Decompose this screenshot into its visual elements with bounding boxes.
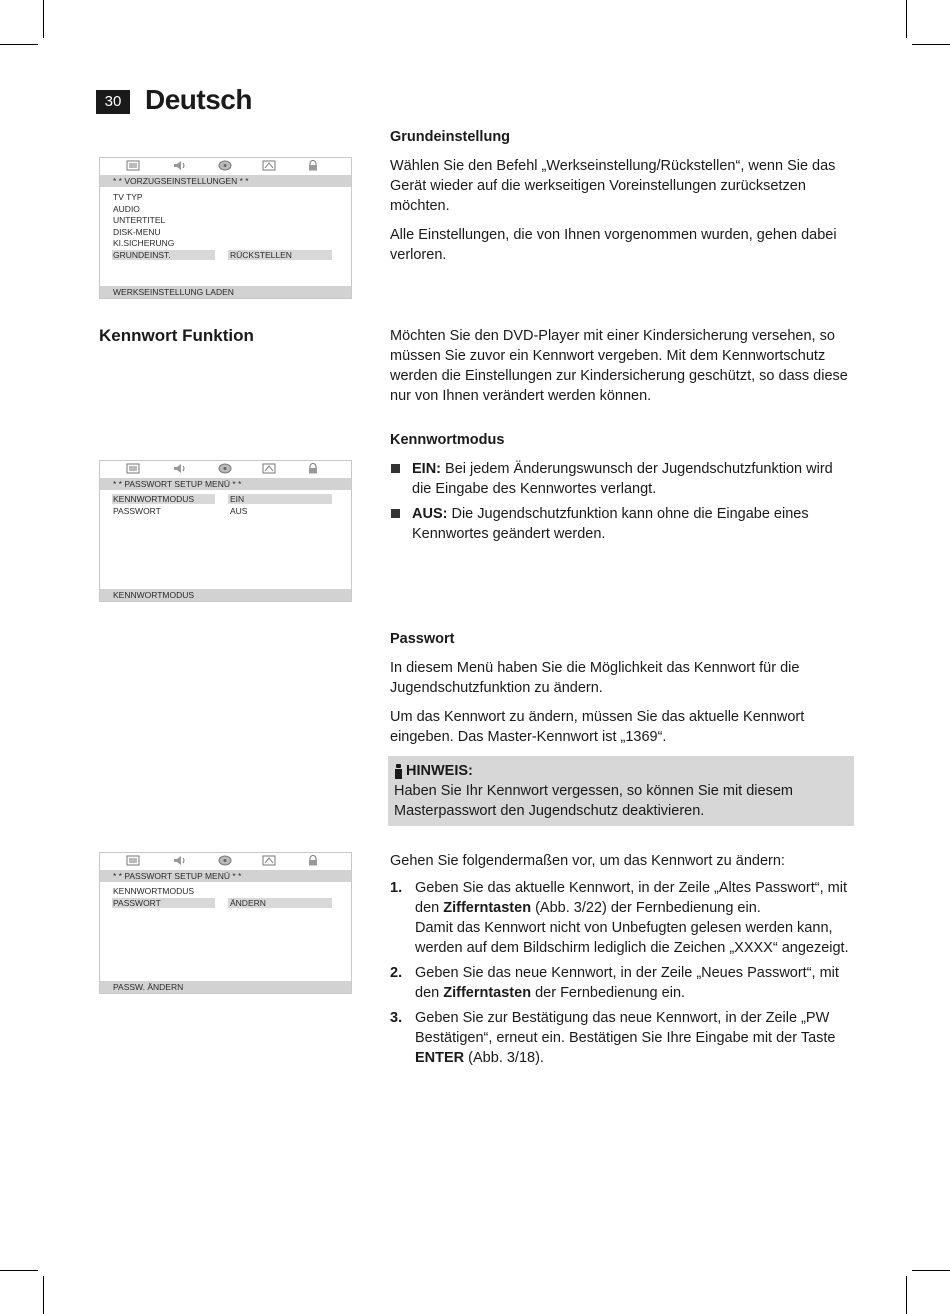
bullet-label: AUS: [412,506,448,522]
list-item [390,459,855,499]
page-language-title: Deutsch [145,84,252,115]
preference-setup-icon [262,463,276,474]
osd-menu-item: PASSWORT [113,506,161,516]
step-text: (Abb. 3/18). [464,1050,544,1066]
step-number: 3. [390,1010,403,1026]
bullet-square-icon [391,509,400,518]
step-text: der Fernbedienung ein. [531,985,686,1001]
preference-setup-icon [262,855,276,866]
osd-menu-item: KI.SICHERUNG [113,238,175,248]
bullet-label: EIN: [412,461,441,477]
bullet-square-icon [391,464,400,473]
osd-menu-item-selected: PASSWORT [112,898,215,908]
osd-menu-item: AUDIO [113,204,140,214]
osd-header: * * VORZUGSEINSTELLUNGEN * * [100,175,351,187]
osd-header: * * PASSWORT SETUP MENÜ * * [100,478,351,490]
section-passwort [390,629,855,756]
tv-setup-icon [126,160,140,171]
step-text: Geben Sie das aktuelle Kennwort, in der Zeile „Altes Passwort“, mit den [415,880,847,916]
osd-menu-value-selected: ÄNDERN [228,898,332,908]
section-kennwort-intro [390,326,855,415]
audio-setup-icon [172,160,186,171]
osd-menu-item: DISK-MENU [113,227,161,237]
step-text: (Abb. 3/22) der Fernbedienung ein. [531,900,761,916]
osd-menu-item-selected: KENNWORTMODUS [112,494,215,504]
video-setup-icon [218,463,232,474]
bullet-text: Bei jedem Änderungswunsch der Jugendschutzfunktion wird die Eingabe des Kennwortes verlangt. [412,461,833,497]
osd-footer: WERKSEINSTELLUNG LADEN [100,286,351,298]
osd-icon-bar [100,461,351,477]
osd-menu-item: KENNWORTMODUS [113,886,195,896]
crop-mark [906,0,907,38]
list-item [390,963,855,1003]
crop-mark [43,0,44,38]
step-text: Geben Sie zur Bestätigung das neue Kennwort, in der Zeile „PW Bestätigen“, erneut ein. Bestätigen Sie Ihre Eingabe mit der Taste [415,1010,836,1046]
osd-menu-value: AUS [230,506,248,516]
step-key: Zifferntasten [443,900,532,916]
note-text: Haben Sie Ihr Kennwort vergessen, so können Sie mit diesem Masterpasswort den Jugendschutz deaktivieren. [394,783,793,819]
paragraph: Möchten Sie den DVD-Player mit einer Kindersicherung versehen, so müssen Sie zuvor ein Kennwort vergeben. Mit dem Kennwortschutz werden die Einstellungen zur Kindersicherung geschützt, so dass diese nur von Ihnen verändert werden können. [390,328,848,404]
osd-footer: KENNWORTMODUS [100,589,351,601]
paragraph: In diesem Menü haben Sie die Möglichkeit das Kennwort für die Jugendschutzfunktion zu ändern. [390,660,800,696]
osd-screen-preferences [99,157,352,299]
section-heading-kennwort: Kennwort Funktion [99,326,254,345]
video-setup-icon [218,160,232,171]
list-item [390,1008,855,1068]
audio-setup-icon [172,463,186,474]
bullet-text: Die Jugendschutzfunktion kann ohne die Eingabe eines Kennwortes geändert werden. [412,506,809,542]
section-title: Grundeinstellung [390,129,511,145]
osd-icon-bar [100,158,351,174]
crop-mark [43,1276,44,1314]
password-lock-icon [306,463,320,474]
crop-mark [0,1270,38,1271]
password-lock-icon [306,160,320,171]
section-kennwortmodus [390,430,855,549]
osd-header: * * PASSWORT SETUP MENÜ * * [100,870,351,882]
tv-setup-icon [126,855,140,866]
crop-mark [912,1270,950,1271]
info-icon [394,764,403,779]
section-grundeinstellung [390,127,855,274]
paragraph: Alle Einstellungen, die von Ihnen vorgenommen wurden, gehen dabei verloren. [390,227,837,263]
note-box [388,756,854,826]
osd-menu-item: TV TYP [113,192,143,202]
list-item [390,878,855,958]
osd-menu-value-selected: EIN [228,494,332,504]
paragraph: Um das Kennwort zu ändern, müssen Sie das aktuelle Kennwort eingeben. Das Master-Kennwort ist „1369“. [390,709,805,745]
video-setup-icon [218,855,232,866]
audio-setup-icon [172,855,186,866]
paragraph: Wählen Sie den Befehl „Werkseinstellung/Rückstellen“, wenn Sie das Gerät wieder auf die werkseitigen Voreinstellungen zurücksetzen möchten. [390,158,836,214]
osd-menu-value: RÜCKSTELLEN [228,250,332,260]
note-title [394,761,848,781]
osd-icon-bar [100,853,351,869]
section-title: Passwort [390,631,455,647]
note-title-text: HINWEIS: [406,763,473,779]
osd-menu-item: UNTERTITEL [113,215,166,225]
osd-menu-item-selected: GRUNDEINST. [112,250,215,260]
paragraph: Gehen Sie folgendermaßen vor, um das Kennwort zu ändern: [390,853,785,869]
step-number: 1. [390,880,403,896]
step-key: Zifferntasten [443,985,532,1001]
step-text: Geben Sie das neue Kennwort, in der Zeile „Neues Passwort“, mit den [415,965,839,1001]
crop-mark [906,1276,907,1314]
osd-screen-password-change [99,852,352,994]
list-item [390,504,855,544]
crop-mark [0,44,38,45]
password-lock-icon [306,855,320,866]
numbered-list [390,878,855,1068]
page-number: 30 [96,90,130,114]
tv-setup-icon [126,463,140,474]
bullet-list [390,459,855,544]
preference-setup-icon [262,160,276,171]
crop-mark [912,44,950,45]
step-number: 2. [390,965,403,981]
section-title: Kennwortmodus [390,432,505,448]
step-text: Damit das Kennwort nicht von Unbefugten gelesen werden kann, werden auf dem Bildschirm lediglich die Zeichen „XXXX“ angezeigt. [415,920,849,956]
osd-screen-password-mode [99,460,352,602]
osd-footer: PASSW. ÄNDERN [100,981,351,993]
section-steps [390,851,855,1073]
step-key: ENTER [415,1050,465,1066]
